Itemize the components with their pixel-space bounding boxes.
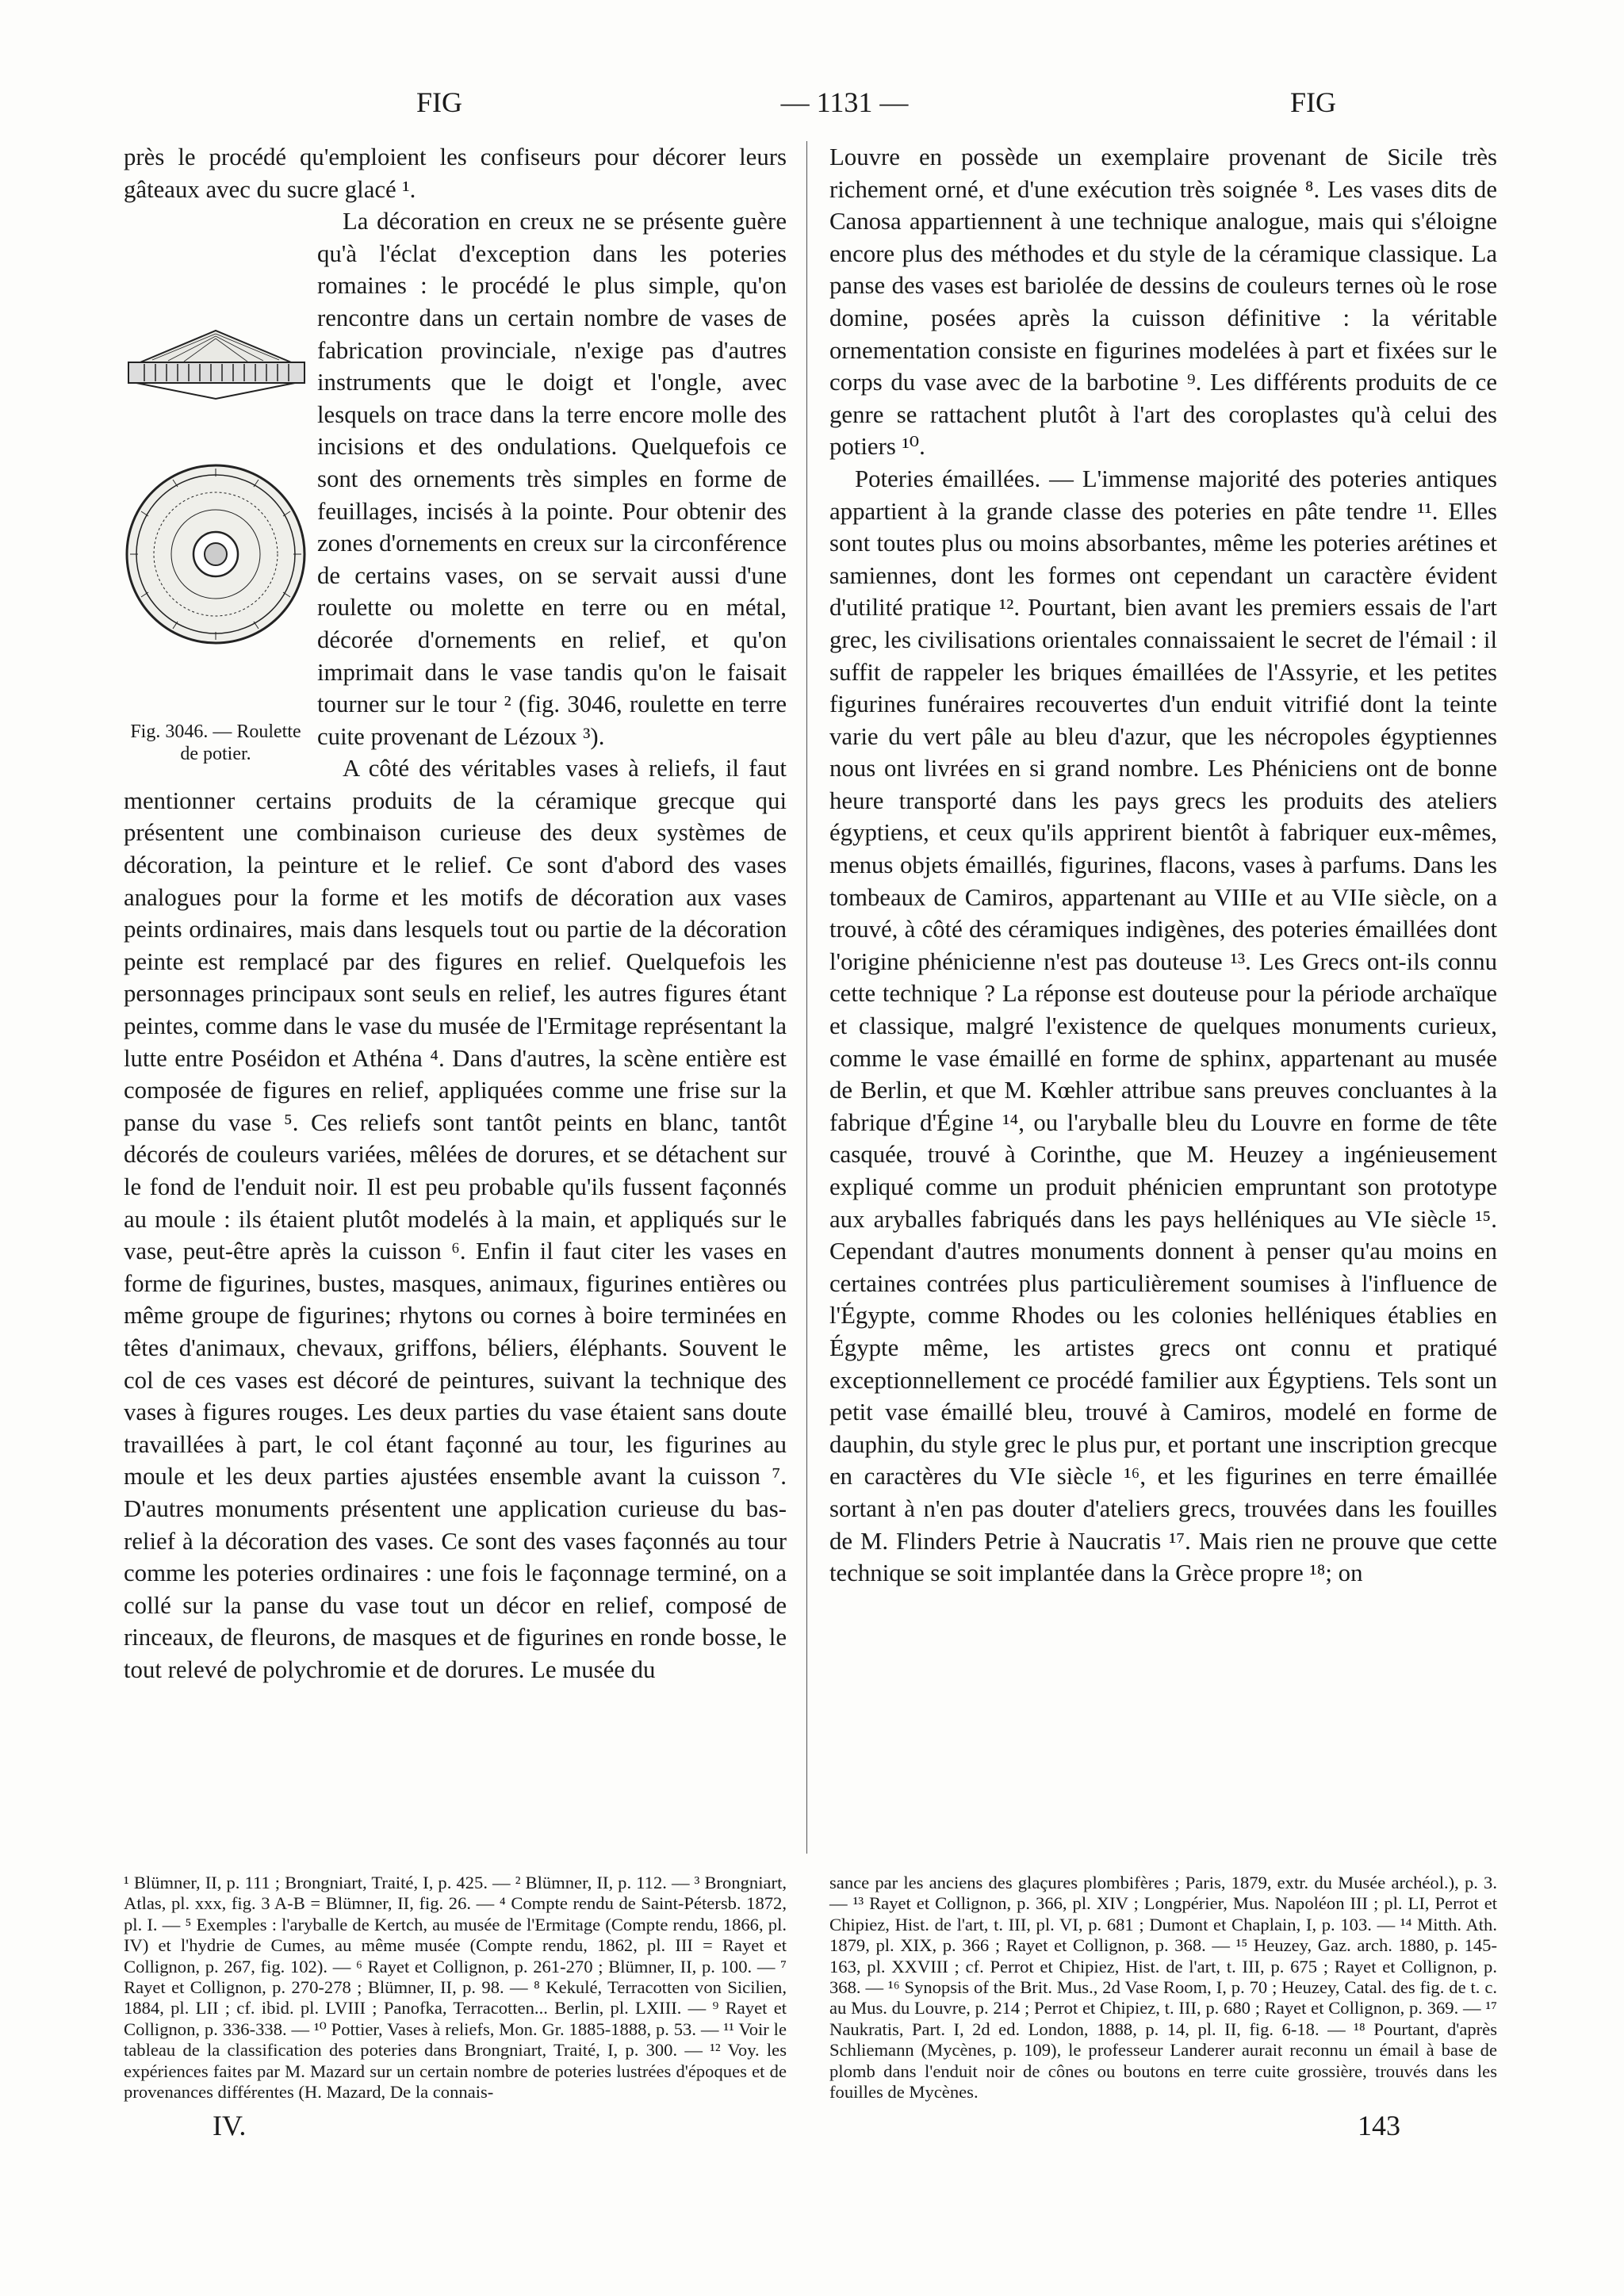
paragraph: La décoration en creux ne se présente guère qu'à l'éclat d'exception dans les poteries romaines : le procédé le plus simple, qu'on rencontre dans un certain nombre de vases de fabrication provinciale, n'exige pas d'autres instruments que le doigt et l'ongle, avec lesquels on trace dans la terre encore molle des incisions et des ondulations. Quelquefois ce sont des ornements très simples en forme de feuillages, incisés à la pointe. Pour obtenir des zones d'ornements en creux sur la circonférence de certains vases, on se servait aussi d'une roulette ou molette en terre ou en métal, décorée d'ornements en relief, et qu'on imprimait dans le vase tandis qu'on le faisait tourner sur le tour ² (fig. 3046, roulette en terre cuite provenant de Lézoux ³). — [317, 208, 787, 750]
volume-number: IV. — [213, 2110, 247, 2141]
header-left: FIG — [416, 86, 463, 118]
paragraph: Poteries émaillées. — L'immense majorité des poteries antiques appartient à la grande classe des poteries en pâte tendre ¹¹. Elles sont toutes plus ou moins absorbantes, même les poteries arétines et samiennes, dont les formes ont cependant un caractère évident d'utilité pratique ¹². Pourtant, bien avant les premiers essais de l'art grec, les civilisations orientales connaissaient le secret de l'émail : il suffit de rappeler les briques émaillées de l'Assyrie, et les petites figurines funéraires recouvertes d'un enduit vitrifié dont la teinte varie du vert pâle au bleu d'azur, que les nécropoles égyptiennes nous ont livrées en si grand nombre. Les Phéniciens ont de bonne heure transporté dans les pays grecs les produits des ateliers égyptiens, et ceux qu'ils apprirent bientôt à fabriquer eux-mêmes, menus objets émaillés, figurines, flacons, vases à parfums. Dans les tombeaux de Camiros, appartenant au VIIIe et au VIIe siècle, on a trouvé, à côté des céramiques indigènes, des poteries émaillées dont l'origine phénicienne n'est pas douteuse ¹³. Les Grecs ont-ils connu cette technique ? La réponse est douteuse pour la période archaïque et classique, malgré l'existence de quelques monuments curieux, comme le vase émaillé en forme de sphinx, appartenant au musée de Berlin, et que M. Kœhler attribue sans preuves concluantes à la fabrique d'Égine ¹⁴, ou l'aryballe bleu du Louvre en forme de tête casquée, trouvé à Corinthe, que M. Heuzey a ingénieusement expliqué comme un produit phénicien empruntant son prototype aux aryballes fabriqués dans les pays helléniques au VIe siècle ¹⁵. Cependant d'autres monuments donnent à penser qu'au moins en certaines contrées plus particulièrement soumises à l'influence de l'Égypte, comme Rhodes ou les colonies helléniques établies en Égypte même, les artistes grecs ont connu et pratiqué exceptionnellement ce procédé familier aux Égyptiens. Tels sont un petit vase émaillé bleu, trouvé à Camiros, modelé en forme de dauphin, du style grec le plus pur, et portant une inscription grecque en caractères du VIe siècle ¹⁶, et les figurines en terre émaillée sortant à n'en pas douter d'ateliers grecs, trouvées dans les fouilles de M. Flinders Petrie à Naucratis ¹⁷. Mais rien ne prouve que cette technique se soit implantée dans la Grèce propre ¹⁸; on — [829, 465, 1497, 1587]
left-column — [124, 141, 787, 1686]
footnotes-left — [124, 1873, 787, 2103]
header-right: FIG — [1289, 86, 1336, 118]
running-header — [123, 86, 1566, 125]
footnote-text: sance par les anciens des glaçures plombifères ; Paris, 1879, extr. du Musée archéol.), p. 3. — ¹³ Rayet et Collignon, p. 366, pl. XIV ; Longpérier, Mus. Napoléon III ; pl. LI, Perrot et Chipiez, Hist. de l'art, t. III, pl. VI, p. 681 ; Dumont et Chaplain, I, p. 103. — ¹⁴ Mitth. Ath. 1879, pl. XIX, p. 366 ; Rayet et Collignon, p. 368. — ¹⁵ Heuzey, Gaz. arch. 1880, p. 145-163, pl. XXVIII ; cf. Perrot et Chipiez, Hist. de l'art, t. III, p. 675 ; Rayet et Collignon, p. 368. — ¹⁶ Synopsis of the Brit. Mus., 2d Vase Room, I, p. 70 ; Heuzey, Catal. des fig. de t. c. au Mus. du Louvre, p. 214 ; Perrot et Chipiez, t. III, p. 680 ; Rayet et Collignon, p. 369. — ¹⁷ Naukratis, Part. I, 2d ed. London, 1888, p. 14, pl. II, fig. 6-18. — ¹⁸ Pourtant, d'après Schliemann (Mycènes, p. 109), le professeur Landerer aurait reconnu un émail à base de plomb dans l'enduit noir de cônes ou boutons en terre cuite grossière, trouvés dans les fouilles de Mycènes. — [829, 1873, 1497, 2103]
page-number: — 1131 — — [780, 86, 909, 118]
column-divider — [806, 141, 807, 1854]
figure-caption: Fig. 3046. — Roulette de potier. — [130, 721, 301, 765]
right-column — [829, 141, 1497, 1590]
paragraph: Louvre en possède un exemplaire provenant de Sicile très richement orné, et d'une exécution très soignée ⁸. Les vases dits de Canosa appartiennent à une technique analogue, mais qui s'éloigne encore plus des méthodes et du style de la céramique classique. La panse des vases est bariolée de dessins de couleurs ternes où le rose domine, posées après la cuisson définitive : la véritable ornementation consiste en figurines modelées à part et fixées sur le corps du vase avec de la barbotine ⁹. Les différents produits de ce genre se rattachent plutôt à l'art des coroplastes qu'à celui des potiers ¹⁰. — [829, 144, 1497, 461]
figure-3046 — [121, 293, 309, 776]
paragraph: près le procédé qu'emploient les confiseurs pour décorer leurs gâteaux avec du sucre glacé ¹. — [124, 144, 787, 203]
footnotes-right — [829, 1873, 1497, 2103]
roulette-illustration — [121, 293, 311, 721]
signature-number: 143 — [1358, 2110, 1400, 2141]
footnote-text: ¹ Blümner, II, p. 111 ; Brongniart, Traité, I, p. 425. — ² Blümner, II, p. 112. — ³ Brongniart, Atlas, pl. xxx, fig. 3 A-B = Blümner, II, fig. 26. — ⁴ Compte rendu de Saint-Pétersb. 1872, pl. I. — ⁵ Exemples : l'aryballe de Kertch, au musée de l'Ermitage (Compte rendu, 1866, pl. IV) et l'hydrie de Cumes, au même musée (Compte rendu, 1862, pl. III = Rayet et Collignon, p. 267, fig. 102). — ⁶ Rayet et Collignon, p. 261-270 ; Blümner, II, p. 100. — ⁷ Rayet et Collignon, p. 270-278 ; Blümner, II, p. 98. — ⁸ Kekulé, Terracotten von Sicilien, 1884, pl. LII ; cf. ibid. pl. LVIII ; Panofka, Terracotten... Berlin, pl. LXIII. — ⁹ Rayet et Collignon, p. 336-338. — ¹⁰ Pottier, Vases à reliefs, Mon. Gr. 1885-1888, p. 53. — ¹¹ Voir le tableau de la classification des poteries dans Brongniart, Traité, I, p. 300. — ¹² Voy. les expériences faites par M. Mazard sur un certain nombre de poteries lustrées d'époques et de provenances différentes (H. Mazard, De la connais- — [124, 1873, 787, 2103]
paragraph: A côté des véritables vases à reliefs, il faut mentionner certains produits de la céramique grecque qui présentent une combinaison curieuse des deux systèmes de décoration, la peinture et le relief. Ce sont d'abord des vases analogues pour la forme et les motifs de décoration aux vases peints ordinaires, mais dans lesquels tout ou partie de la décoration peinte est remplacé par des figures en relief. Quelquefois les personnages principaux sont seuls en relief, les autres figures étant peintes, comme dans le vase du musée de l'Ermitage représentant la lutte entre Poséidon et Athéna ⁴. Dans d'autres, la scène entière est composée de figures en relief, appliquées comme une frise sur la panse du vase ⁵. Ces reliefs sont tantôt peints en blanc, tantôt décorés de couleurs variées, mêlées de dorures, et se détachent sur le fond de l'enduit noir. Il est peu probable qu'ils fussent façonnés au moule : ils étaient plutôt modelés à la main, et appliqués sur le vase, peut-être après la cuisson ⁶. Enfin il faut citer les vases en forme de figurines, bustes, masques, animaux, figurines entières ou même groupe de figurines; rhytons ou cornes à boire terminées en têtes d'animaux, chevaux, griffons, béliers, éléphants. Souvent le col de ces vases est décoré de peintures, suivant la technique des vases à figures rouges. Les deux parties du vase étaient sans doute travaillées à part, le col étant façonné au tour, les figurines au moule et les deux parties ajustées ensemble avant la cuisson ⁷. D'autres monuments présentent une application curieuse du bas-relief à la décoration des vases. Ce sont des vases façonnés au tour comme les poteries ordinaires : une fois le façonnage terminé, on a collé sur la panse du vase tout un décor en relief, composé de rinceaux, de fleurons, de masques et de figurines en ronde bosse, le tout relevé de polychromie et de dorures. Le musée du — [124, 755, 787, 1683]
